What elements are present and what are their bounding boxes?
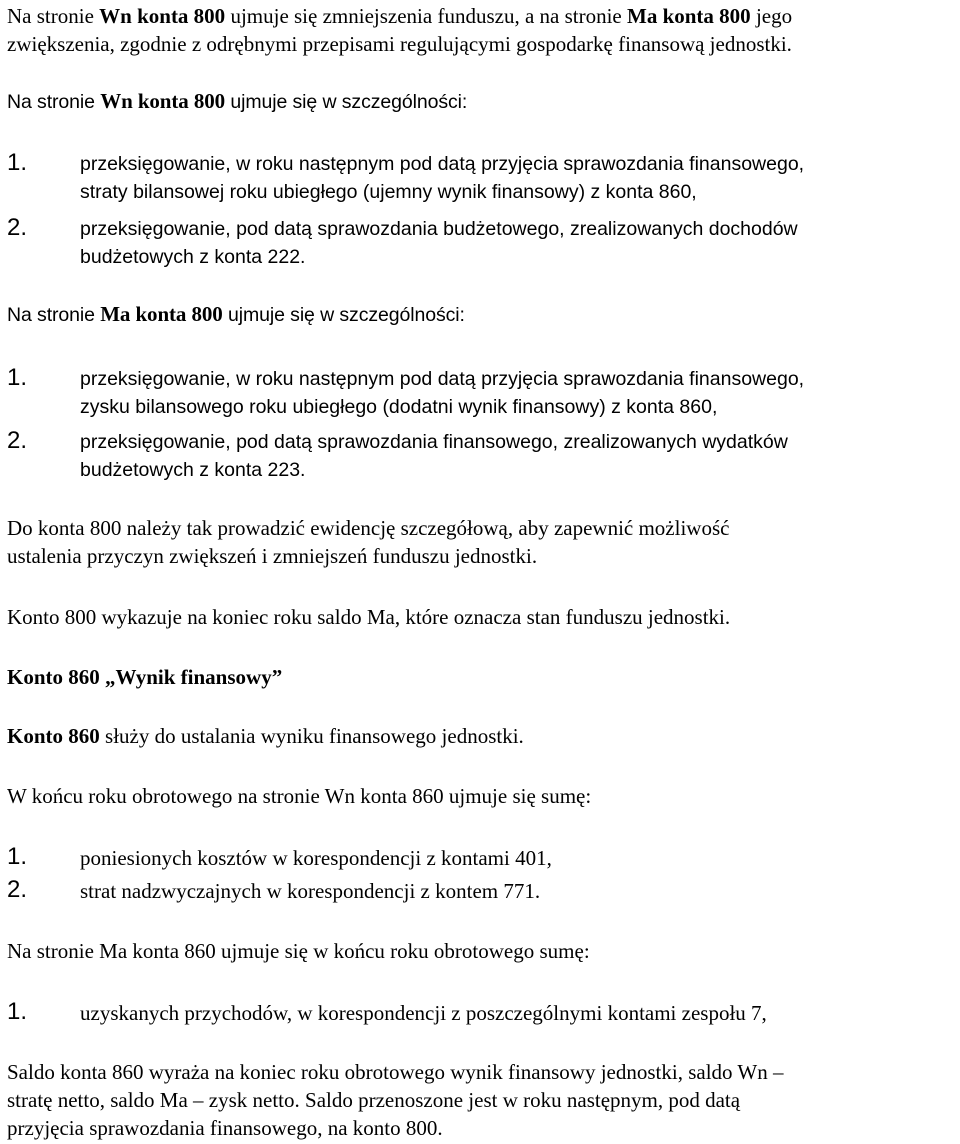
list-number: 1. <box>7 149 28 176</box>
heading-wn-860: W końcu roku obrotowego na stronie Wn konta 860 ujmuje się sumę: <box>7 784 592 808</box>
paragraph-line: Na stronie Wn konta 800 ujmuje się zmniejszenia funduszu, a na stronie Ma konta 800 jego <box>7 4 793 28</box>
list-number: 1. <box>7 364 28 391</box>
bold-term: Ma konta 800 <box>100 302 223 326</box>
list-number: 1. <box>7 843 28 870</box>
paragraph-line: Saldo konta 860 wyraża na koniec roku obrotowego wynik finansowy jednostki, saldo Wn – <box>7 1060 784 1084</box>
paragraph-saldo-800: Konto 800 wykazuje na koniec roku saldo Ma, które oznacza stan funduszu jednostki. <box>7 605 731 629</box>
paragraph-line: stratę netto, saldo Ma – zysk netto. Saldo przenoszone jest w roku następnym, pod datą <box>7 1088 741 1112</box>
list-number: 2. <box>7 427 28 454</box>
bold-term: Konto 860 <box>7 724 100 748</box>
paragraph-saldo-860 <box>7 1058 956 1142</box>
paragraph-wn-ma-800 <box>7 2 956 58</box>
paragraph-line: Do konta 800 należy tak prowadzić ewidencję szczegółową, aby zapewnić możliwość <box>7 516 730 540</box>
paragraph-line: ustalenia przyczyn zwiększeń i zmniejszeń funduszu jednostki. <box>7 544 538 568</box>
list-number: 2. <box>7 214 28 241</box>
bold-term: Wn konta 800 <box>100 89 226 113</box>
paragraph-sluzy: Konto 860 służy do ustalania wyniku finansowego jednostki. <box>7 724 524 748</box>
bold-term: Ma konta 800 <box>627 4 751 28</box>
heading-ma-800: Na stronie Ma konta 800 ujmuje się w szczególności: <box>7 302 465 326</box>
paragraph-ewidencja <box>7 514 956 570</box>
paragraph-line: przyjęcia sprawozdania finansowego, na konto 800. <box>7 1116 443 1140</box>
bold-term: Wn konta 800 <box>99 4 226 28</box>
heading-konto-860: Konto 860 „Wynik finansowy” <box>7 665 283 689</box>
document-page: Na stronie Wn konta 800 ujmuje się zmniejszenia funduszu, a na stronie Ma konta 800 jego zwiększenia, zgodnie z odrębnymi przepisami regulującymi gospodarkę finansową jednostki. Na stronie Wn konta 800 ujmuje się w szczególności: 1. przeksięgowanie, w roku następnym pod datą przyjęcia sprawozdania finansowego, straty bilansowej roku ubiegłego (ujemny wynik finansowy) z konta 860, 2. przeksięgowanie, pod datą sprawozdania budżetowego, zrealizowanych dochodów budżetowych z konta 222. Na stronie Ma konta 800 ujmuje się w szczególności: 1. przeksięgowanie, w roku następnym pod datą przyjęcia sprawozdania finansowego, zysku bilansowego roku ubiegłego (dodatni wynik finansowy) z konta 860, 2. przeksięgowanie, pod datą sprawozdania finansowego, zrealizowanych wydatków budżetowych z konta 223. Do konta 800 należy tak prowadzić ewidencję szczegółową, aby zapewnić możliwość ustalenia przyczyn zwiększeń i zmniejszeń funduszu jednostki. Konto 800 wykazuje na koniec roku saldo Ma, które oznacza stan funduszu jednostki. Konto 860 „Wynik finansowy” Konto 860 służy do ustalania wyniku finansowego jednostki. W końcu roku obrotowego na stronie Wn konta 860 ujmuje się sumę: 1. poniesionych kosztów w korespondencji z kontami 401, 2. strat nadzwyczajnych w korespondencji z kontem 771. Na stronie Ma konta 860 ujmuje się w końcu roku obrotowego sumę: 1. uzyskanych przychodów, w korespondencji z poszczególnymi kontami zespołu 7, Saldo konta 860 wyraża na koniec roku obrotowego wynik finansowy jednostki, saldo Wn – stratę netto, saldo Ma – zysk netto. Saldo przenoszone jest w roku następnym, pod datą przyjęcia sprawozdania finansowego, na konto 800. <box>0 0 960 1144</box>
heading-ma-860: Na stronie Ma konta 860 ujmuje się w końcu roku obrotowego sumę: <box>7 939 590 963</box>
list-number: 1. <box>7 998 28 1025</box>
heading-wn-800: Na stronie Wn konta 800 ujmuje się w szczególności: <box>7 89 468 113</box>
list-number: 2. <box>7 876 28 903</box>
paragraph-line: zwiększenia, zgodnie z odrębnymi przepisami regulującymi gospodarkę finansową jednostki. <box>7 32 792 56</box>
